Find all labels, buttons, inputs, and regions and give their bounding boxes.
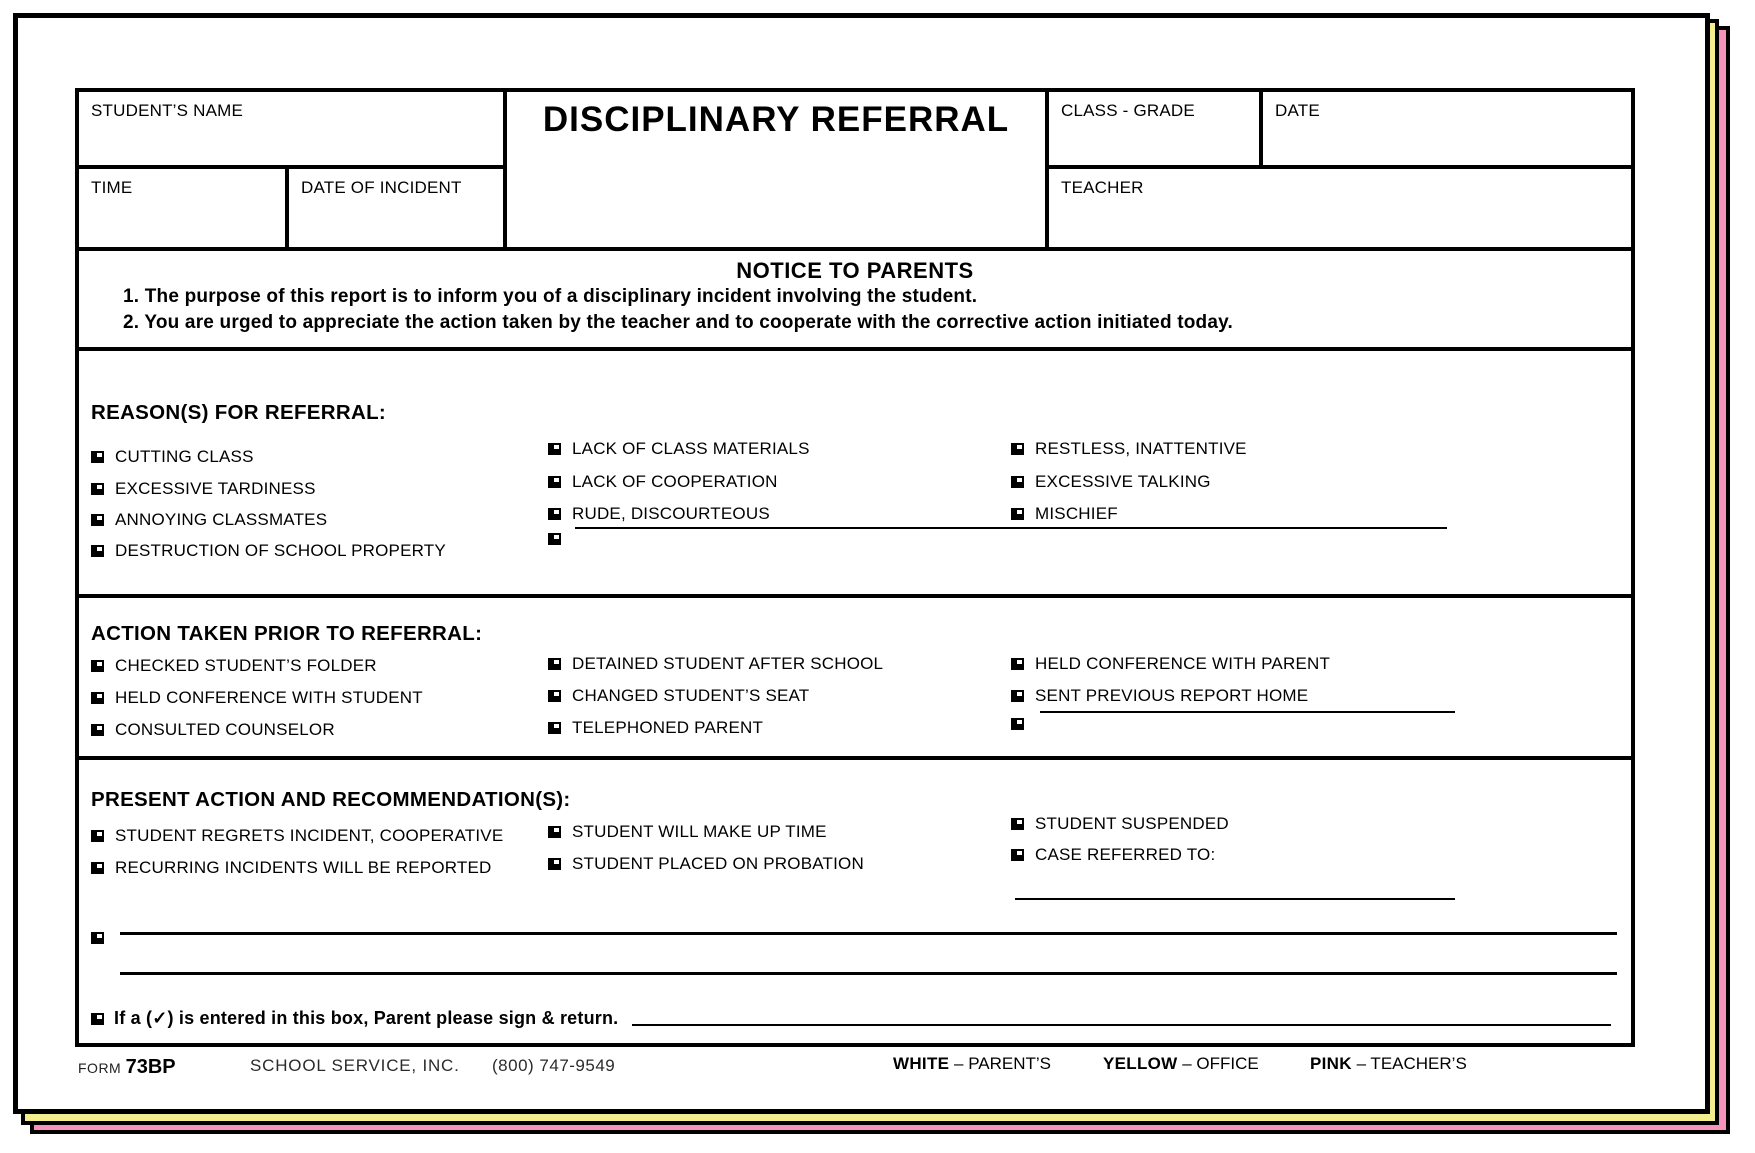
checkbox-label: CHANGED STUDENT’S SEAT <box>572 686 810 705</box>
form-number-label: FORM <box>78 1060 122 1076</box>
checkbox-option-other-recommendation[interactable] <box>91 932 104 944</box>
checkbox-option[interactable] <box>91 826 503 846</box>
checkbox-icon[interactable] <box>91 724 104 736</box>
checkbox-icon[interactable] <box>91 545 104 557</box>
copy-color-word: WHITE <box>893 1054 950 1073</box>
checkbox-label: RESTLESS, INATTENTIVE <box>1035 439 1247 458</box>
checkbox-option[interactable] <box>1011 472 1211 492</box>
checkbox-icon[interactable] <box>548 722 561 734</box>
publisher-phone: (800) 747-9549 <box>492 1056 616 1075</box>
other-reason-fill-in-line[interactable] <box>575 527 1447 529</box>
copy-color-word: YELLOW <box>1103 1054 1178 1073</box>
checkbox-icon[interactable] <box>548 826 561 838</box>
section-action-taken-prior <box>79 594 1631 756</box>
checkbox-option[interactable] <box>91 656 377 676</box>
checkbox-label: RECURRING INCIDENTS WILL BE REPORTED <box>115 858 492 877</box>
copy-owner: – TEACHER’S <box>1356 1054 1467 1073</box>
checkbox-label: MISCHIEF <box>1035 504 1118 523</box>
checkbox-icon[interactable] <box>548 533 561 545</box>
checkbox-icon[interactable] <box>91 932 104 944</box>
checkbox-icon[interactable] <box>1011 508 1024 520</box>
checkbox-option[interactable] <box>548 686 809 706</box>
checkbox-option[interactable] <box>548 718 763 738</box>
parent-signature-line[interactable] <box>632 1012 1611 1026</box>
checkbox-label: HELD CONFERENCE WITH STUDENT <box>115 688 423 707</box>
class-grade-label: CLASS - GRADE <box>1061 101 1195 120</box>
checkbox-icon[interactable] <box>548 443 561 455</box>
checkbox-icon[interactable] <box>91 862 104 874</box>
student-name-field[interactable] <box>79 92 503 169</box>
checkbox-option[interactable] <box>91 858 492 878</box>
checkbox-label: CONSULTED COUNSELOR <box>115 720 335 739</box>
section-present-action <box>79 756 1631 1043</box>
date-label: DATE <box>1275 101 1320 120</box>
checkbox-option[interactable] <box>548 854 864 874</box>
checkbox-option[interactable] <box>91 510 327 530</box>
checkbox-label: CHECKED STUDENT’S FOLDER <box>115 656 377 675</box>
checkbox-icon[interactable] <box>91 692 104 704</box>
checkbox-label: STUDENT REGRETS INCIDENT, COOPERATIVE <box>115 826 504 845</box>
student-name-label: STUDENT’S NAME <box>91 101 244 120</box>
checkbox-label: RUDE, DISCOURTEOUS <box>572 504 770 523</box>
checkbox-label: EXCESSIVE TALKING <box>1035 472 1211 491</box>
checkbox-option[interactable] <box>91 541 446 561</box>
form-header <box>79 92 1631 247</box>
section-reasons-for-referral <box>79 347 1631 594</box>
parent-sign-return-text: If a (✓) is entered in this box, Parent please sign & return. <box>114 1008 619 1028</box>
date-field[interactable] <box>1263 92 1631 169</box>
recommendation-fill-in-line-2[interactable] <box>120 972 1617 975</box>
checkbox-icon[interactable] <box>1011 718 1024 730</box>
copy-legend-yellow <box>1103 1054 1259 1074</box>
parent-sign-return-row <box>91 1008 1611 1029</box>
other-action-fill-in-line[interactable] <box>1040 711 1455 713</box>
checkbox-label: DETAINED STUDENT AFTER SCHOOL <box>572 654 884 673</box>
checkbox-icon[interactable] <box>548 858 561 870</box>
present-section-title: PRESENT ACTION AND RECOMMENDATION(S): <box>91 788 571 811</box>
checkbox-label: TELEPHONED PARENT <box>572 718 764 737</box>
time-field[interactable] <box>79 169 289 247</box>
notice-to-parents <box>79 247 1631 347</box>
checkbox-option[interactable] <box>548 654 883 674</box>
checkbox-label: STUDENT PLACED ON PROBATION <box>572 854 864 873</box>
checkbox-option[interactable] <box>548 822 827 842</box>
checkbox-option[interactable] <box>91 447 254 467</box>
notice-item-2: 2. You are urged to appreciate the action taken by the teacher and to cooperate with the corrective action initiated today. <box>123 312 1233 333</box>
checkbox-label: LACK OF CLASS MATERIALS <box>572 439 810 458</box>
checkbox-option[interactable] <box>91 479 316 499</box>
checkbox-label: HELD CONFERENCE WITH PARENT <box>1035 654 1331 673</box>
parent-copy-sheet-white <box>13 13 1710 1114</box>
checkbox-icon[interactable] <box>91 514 104 526</box>
checkbox-option[interactable] <box>1011 654 1330 674</box>
copy-owner: – PARENT’S <box>954 1054 1052 1073</box>
checkbox-icon[interactable] <box>91 660 104 672</box>
checkbox-icon[interactable] <box>91 451 104 463</box>
checkbox-option[interactable] <box>548 472 778 492</box>
checkbox-label: STUDENT WILL MAKE UP TIME <box>572 822 827 841</box>
referral-form <box>75 88 1635 1047</box>
checkbox-icon[interactable] <box>548 476 561 488</box>
publisher-name: SCHOOL SERVICE, INC. <box>250 1056 460 1075</box>
checkbox-option-other-reason[interactable] <box>548 533 561 545</box>
teacher-label: TEACHER <box>1061 178 1144 197</box>
checkbox-option[interactable] <box>548 504 770 524</box>
time-label: TIME <box>91 178 133 197</box>
checkbox-option[interactable] <box>1011 814 1229 834</box>
checkbox-icon[interactable] <box>548 690 561 702</box>
checkbox-icon[interactable] <box>1011 443 1024 455</box>
checkbox-label: CASE REFERRED TO: <box>1035 845 1216 864</box>
checkbox-option[interactable] <box>91 720 335 740</box>
checkbox-icon[interactable] <box>1011 476 1024 488</box>
checkbox-icon[interactable] <box>1011 849 1024 861</box>
checkbox-icon[interactable] <box>548 508 561 520</box>
copy-color-word: PINK <box>1310 1054 1352 1073</box>
checkbox-label: STUDENT SUSPENDED <box>1035 814 1229 833</box>
form-title: DISCIPLINARY REFERRAL <box>542 100 1010 139</box>
checkbox-label: LACK OF COOPERATION <box>572 472 778 491</box>
copy-owner: – OFFICE <box>1182 1054 1259 1073</box>
checkbox-label: CUTTING CLASS <box>115 447 254 466</box>
checkbox-label: EXCESSIVE TARDINESS <box>115 479 316 498</box>
notice-title: NOTICE TO PARENTS <box>736 258 974 283</box>
form-number-value: 73BP <box>125 1056 176 1078</box>
checkbox-icon[interactable] <box>91 1013 104 1025</box>
teacher-field[interactable] <box>1049 169 1631 247</box>
checkbox-option[interactable] <box>1011 845 1215 865</box>
checkbox-icon[interactable] <box>91 830 104 842</box>
checkbox-icon[interactable] <box>1011 690 1024 702</box>
checkbox-option[interactable] <box>91 688 423 708</box>
checkbox-label: SENT PREVIOUS REPORT HOME <box>1035 686 1309 705</box>
case-referred-to-fill-in-line[interactable] <box>1015 898 1455 900</box>
date-of-incident-label: DATE OF INCIDENT <box>301 178 462 197</box>
copy-legend-white <box>893 1054 1051 1074</box>
date-of-incident-field[interactable] <box>289 169 503 247</box>
checkbox-label: ANNOYING CLASSMATES <box>115 510 328 529</box>
checkbox-label: DESTRUCTION OF SCHOOL PROPERTY <box>115 541 446 560</box>
checkbox-icon[interactable] <box>91 483 104 495</box>
copy-legend-pink <box>1310 1054 1467 1074</box>
actions-section-title: ACTION TAKEN PRIOR TO REFERRAL: <box>91 622 483 645</box>
checkbox-option[interactable] <box>548 439 810 459</box>
checkbox-option[interactable] <box>1011 504 1118 524</box>
reasons-section-title: REASON(S) FOR REFERRAL: <box>91 401 387 424</box>
recommendation-fill-in-line-1[interactable] <box>120 932 1617 935</box>
form-title-cell <box>503 92 1049 247</box>
notice-item-1: 1. The purpose of this report is to inform you of a disciplinary incident involving the student. <box>123 286 978 307</box>
checkbox-option-other-action[interactable] <box>1011 718 1024 730</box>
checkbox-icon[interactable] <box>1011 658 1024 670</box>
form-number <box>78 1056 176 1079</box>
checkbox-option[interactable] <box>1011 686 1308 706</box>
class-grade-field[interactable] <box>1049 92 1263 169</box>
checkbox-icon[interactable] <box>548 658 561 670</box>
checkbox-icon[interactable] <box>1011 818 1024 830</box>
checkbox-option[interactable] <box>1011 439 1247 459</box>
